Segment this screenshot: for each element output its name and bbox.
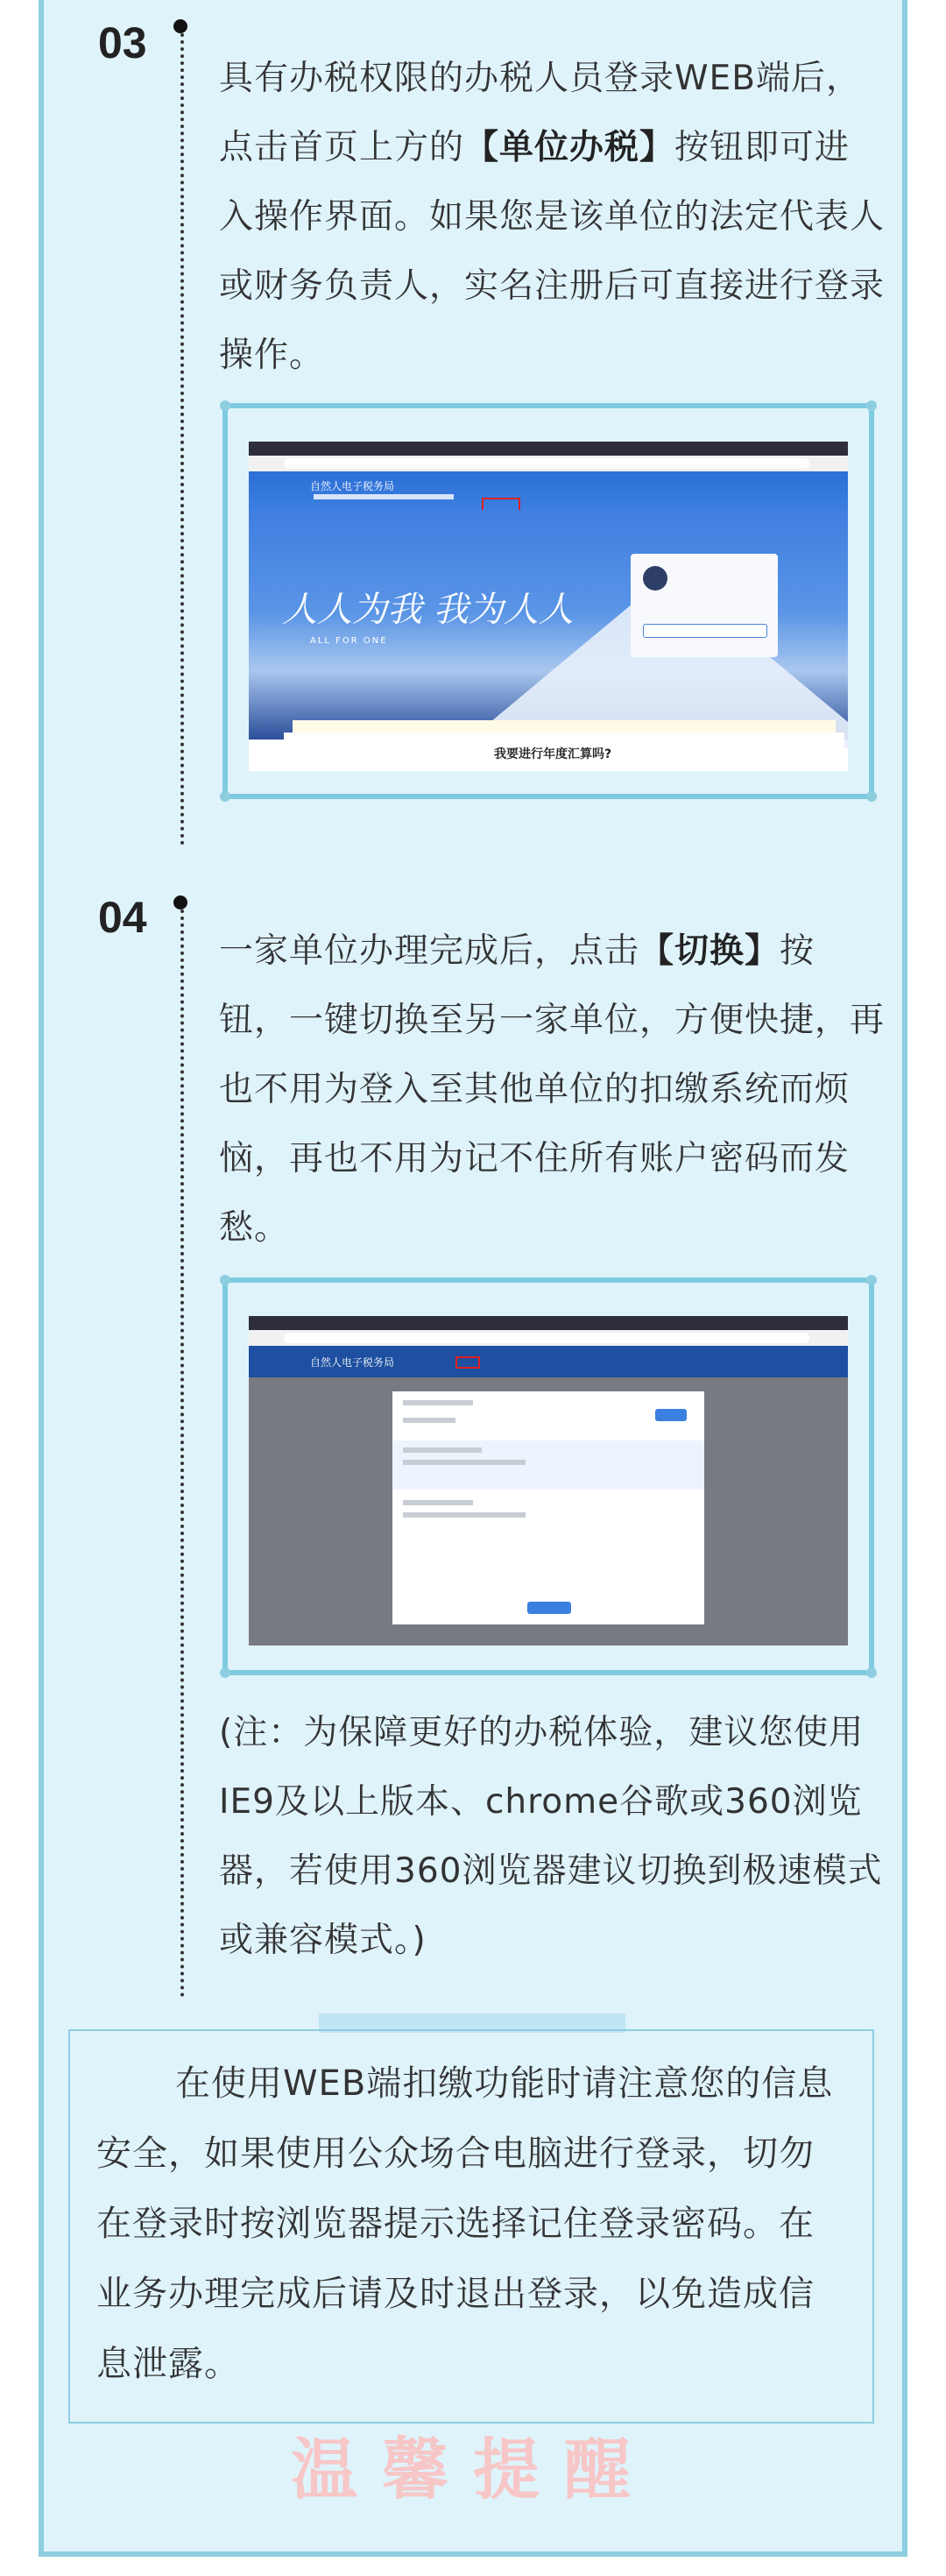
timeline-line-03	[180, 26, 184, 846]
step-description	[219, 44, 885, 390]
browser-urlbar	[249, 456, 848, 471]
step-text: 按钮，一键切换至另一家单位，方便快捷，再也不用为登入至其他单位的扣缴系统而烦恼，再也不用为记不住所有账户密码而发愁。	[219, 931, 886, 1248]
highlight-box	[455, 1356, 480, 1369]
frame-corner	[220, 791, 230, 802]
step-text: 按钮即可进入操作界面。如果您是该单位的法定代表人或财务负责人，实名注册后可直接进行登录操作。	[219, 128, 886, 375]
screenshot-switch-dialog	[249, 1316, 848, 1645]
slogan-text: 人人为我 我为人人	[282, 590, 574, 630]
modal-field	[403, 1418, 455, 1423]
notice-bar	[293, 720, 836, 732]
unit-name	[403, 1447, 482, 1453]
step-text: 具有办税权限的办税人员登录WEB端后，点击首页上方的	[219, 59, 861, 167]
frame-corner	[220, 400, 230, 411]
confirm-switch-button	[527, 1602, 571, 1614]
nav-links	[314, 494, 454, 499]
frame-corner	[866, 1275, 877, 1285]
unit-detail	[403, 1460, 526, 1465]
switch-unit-modal	[392, 1391, 704, 1624]
timeline-dot-03	[173, 19, 187, 33]
tip-box	[68, 2029, 874, 2424]
login-box	[631, 554, 778, 657]
browser-urlbar	[249, 1330, 848, 1346]
screenshot-frame	[222, 1277, 874, 1675]
browser-tabbar	[249, 1316, 848, 1330]
login-button	[643, 624, 767, 638]
timeline-dot-04	[173, 895, 187, 909]
modal-title	[403, 1400, 473, 1405]
frame-corner	[866, 791, 877, 802]
unit-name	[403, 1500, 473, 1505]
screenshot-frame	[222, 403, 874, 799]
site-name: 自然人电子税务局	[310, 1356, 395, 1369]
screenshot-login-page	[249, 442, 848, 771]
slogan	[282, 582, 574, 632]
browser-tabbar	[249, 442, 848, 456]
step-number: 03	[98, 18, 147, 67]
site-header	[249, 1346, 848, 1377]
step-number: 04	[98, 893, 147, 942]
bottom-banner	[284, 732, 844, 771]
tip-title: 温馨提醒	[291, 2431, 655, 2509]
url-box	[284, 458, 809, 469]
slogan-sub: ALL FOR ONE	[310, 636, 388, 646]
frame-corner	[866, 1667, 877, 1678]
bottom-question: 我要进行年度汇算吗?	[494, 747, 612, 761]
step-text-bold: 【单位办税】	[464, 128, 675, 167]
site-header	[249, 471, 848, 510]
frame-corner	[220, 1667, 230, 1678]
frame-corner	[220, 1275, 230, 1285]
search-button	[655, 1409, 687, 1421]
timeline-line-04	[180, 902, 184, 1998]
unit-detail	[403, 1512, 526, 1518]
url-box	[284, 1333, 809, 1343]
site-name: 自然人电子税务局	[310, 480, 395, 492]
step-text: 一家单位办理完成后，点击	[219, 931, 640, 971]
step-text-bold: 【切换】	[639, 931, 780, 971]
frame-corner	[866, 400, 877, 411]
avatar	[643, 566, 667, 591]
browser-note: (注：为保障更好的办税体验，建议您使用IE9及以上版本、chrome谷歌或360浏览器，若使用360浏览器建议切换到极速模式或兼容模式。)	[219, 1713, 883, 1960]
tip-text: 在使用WEB端扣缴功能时请注意您的信息安全，如果使用公众场合电脑进行登录，切勿在登录时按浏览器提示选择记住登录密码。在业务办理完成后请及时退出登录，以免造成信息泄露。	[96, 2063, 834, 2384]
step-description	[219, 916, 885, 1263]
